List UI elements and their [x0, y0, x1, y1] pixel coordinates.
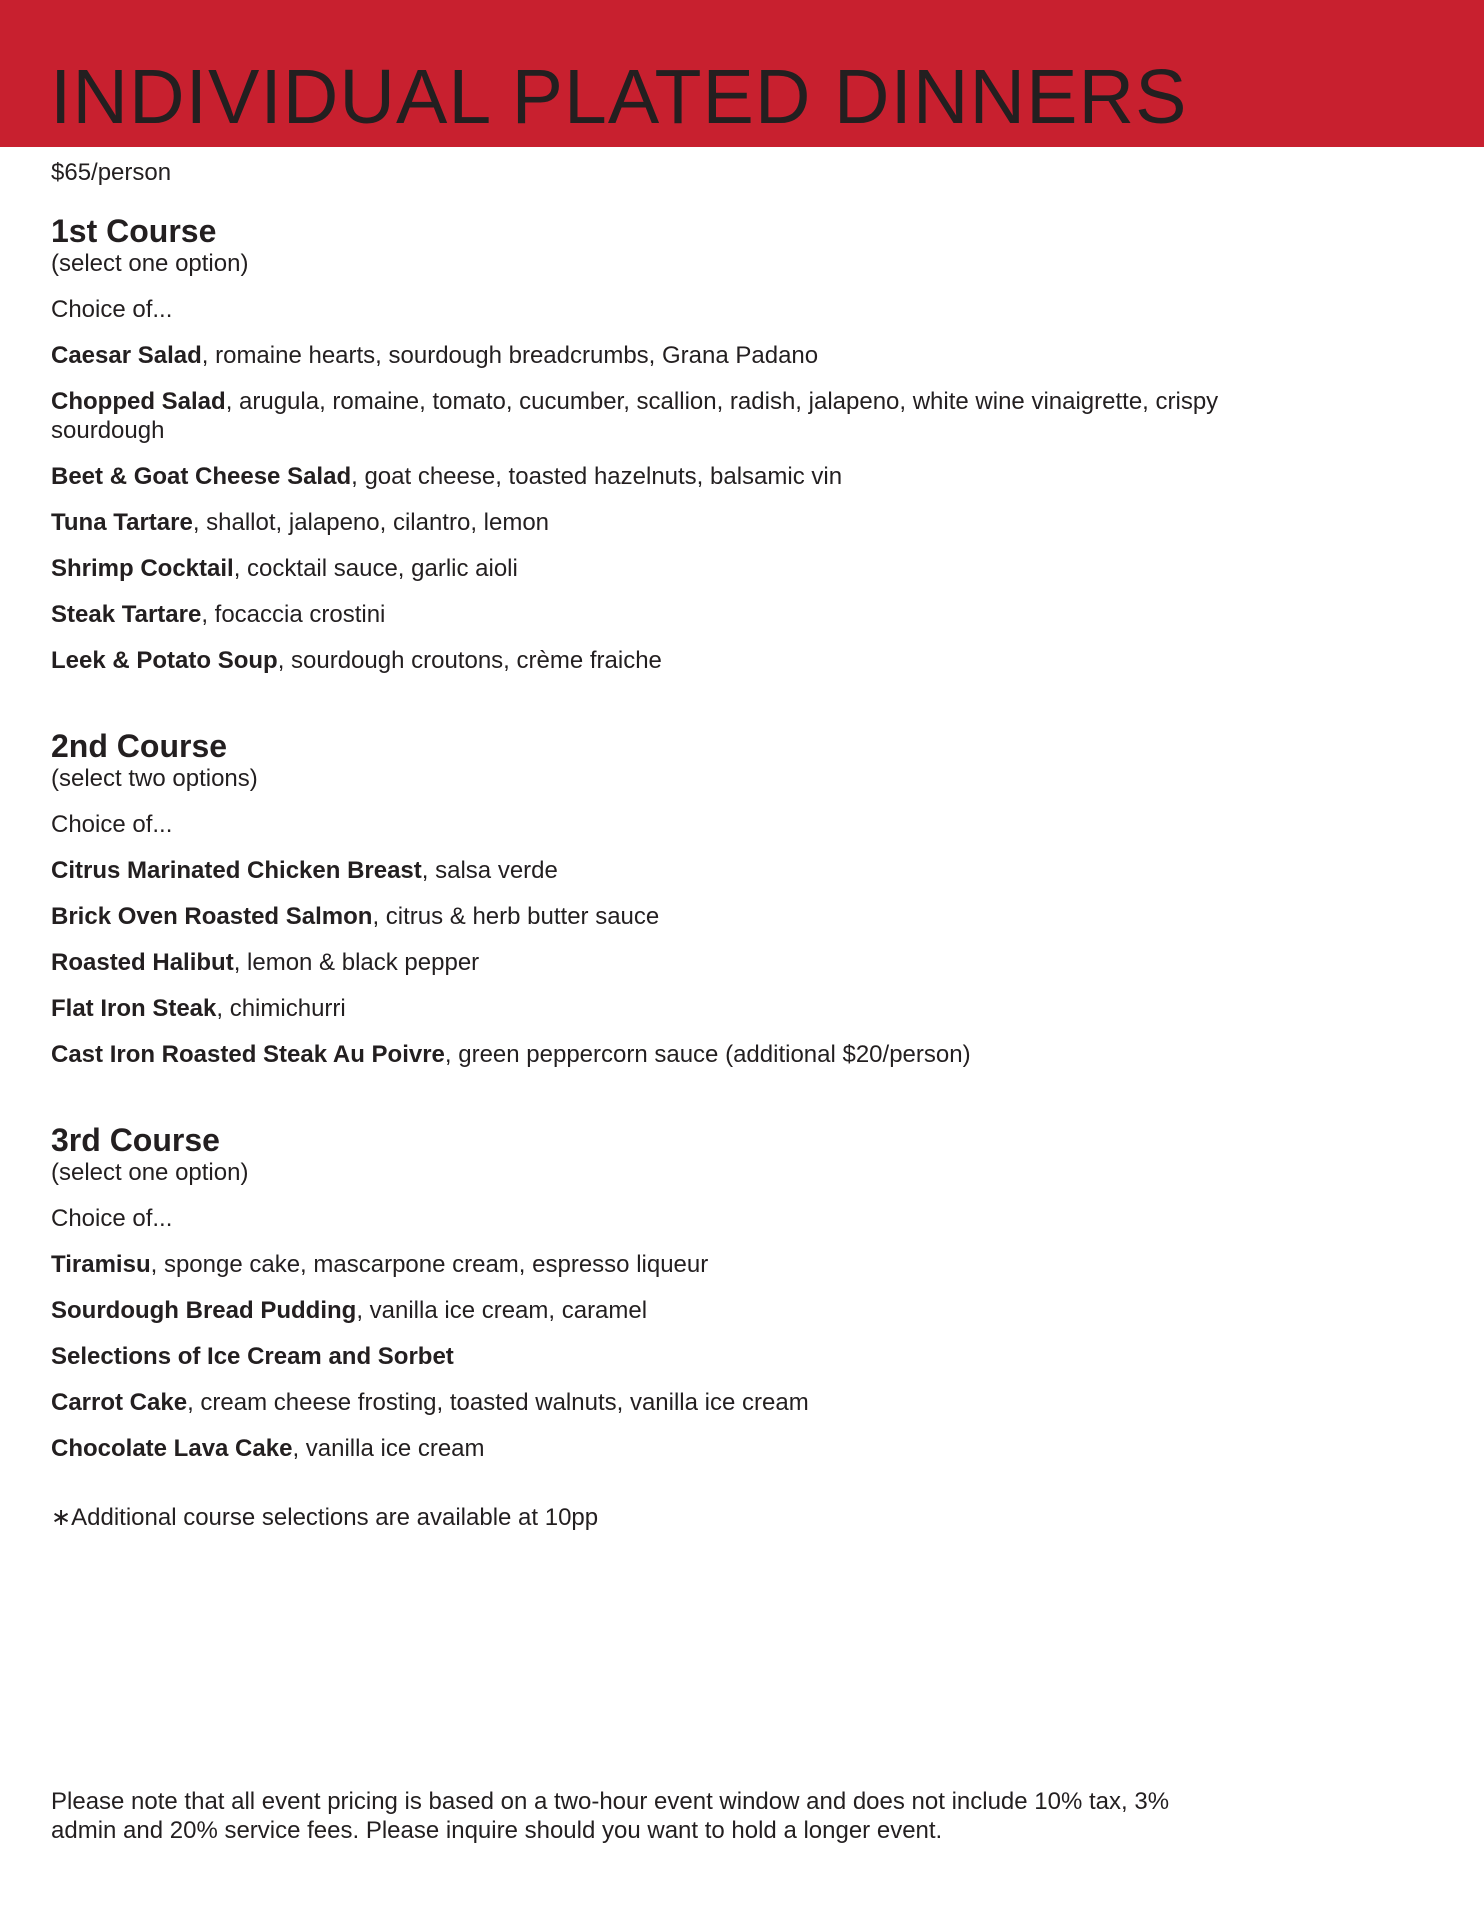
- menu-item: [51, 600, 1271, 629]
- section-spacer: [51, 1086, 1271, 1122]
- course-3: [51, 1122, 1271, 1463]
- menu-item: [51, 554, 1271, 583]
- menu-item-name: Tuna Tartare: [51, 509, 193, 536]
- menu-item-name: Caesar Salad: [51, 342, 202, 369]
- menu-item-description: , romaine hearts, sourdough breadcrumbs, Grana Padano: [201, 342, 819, 369]
- menu-item: [51, 1040, 1271, 1069]
- menu-item: [51, 1296, 1271, 1325]
- course-heading: 3rd Course: [51, 1122, 220, 1158]
- menu-item-name: Cast Iron Roasted Steak Au Poivre: [51, 1041, 445, 1068]
- menu-item-name: Roasted Halibut: [51, 949, 234, 976]
- menu-item-name: Sourdough Bread Pudding: [51, 1297, 357, 1324]
- menu-item-description: , sourdough croutons, crème fraiche: [277, 647, 662, 674]
- course-1: [51, 213, 1271, 675]
- course-selection-note: (select one option): [51, 1159, 249, 1186]
- course-selection-note: (select two options): [51, 765, 258, 792]
- menu-item-description: , salsa verde: [421, 857, 558, 884]
- course-heading: 1st Course: [51, 213, 217, 249]
- menu-item-name: Selections of Ice Cream and Sorbet: [51, 1343, 454, 1370]
- section-spacer: [51, 692, 1271, 728]
- menu-item-name: Carrot Cake: [51, 1389, 188, 1416]
- menu-item: [51, 994, 1271, 1023]
- menu-item-name: Beet & Goat Cheese Salad: [51, 463, 352, 490]
- menu-item-name: Leek & Potato Soup: [51, 647, 278, 674]
- menu-item-description: , lemon & black pepper: [233, 949, 480, 976]
- menu-item: [51, 902, 1271, 931]
- menu-item: [51, 856, 1271, 885]
- menu-content: [51, 158, 1271, 1532]
- menu-item-name: Shrimp Cocktail: [51, 555, 234, 582]
- menu-item: [51, 1250, 1271, 1279]
- course-selection-note: (select one option): [51, 250, 249, 277]
- menu-item-description: , vanilla ice cream: [292, 1435, 485, 1462]
- page-title: INDIVIDUAL PLATED DINNERS: [50, 54, 1188, 140]
- menu-item-name: Chopped Salad: [51, 388, 226, 415]
- menu-item: [51, 508, 1271, 537]
- course-2: [51, 728, 1271, 1069]
- choice-of-label: Choice of...: [51, 811, 173, 838]
- menu-item-description: , vanilla ice cream, caramel: [356, 1297, 648, 1324]
- menu-item-description: , citrus & herb butter sauce: [372, 903, 660, 930]
- choice-of-label: Choice of...: [51, 1205, 173, 1232]
- course-heading: 2nd Course: [51, 728, 228, 764]
- menu-item-description: , cream cheese frosting, toasted walnuts, vanilla ice cream: [187, 1389, 809, 1416]
- menu-item-description: , chimichurri: [216, 995, 346, 1022]
- menu-item-description: , shallot, jalapeno, cilantro, lemon: [192, 509, 550, 536]
- menu-item-description: , green peppercorn sauce (additional $20/person): [444, 1041, 971, 1068]
- menu-item: [51, 1342, 1271, 1371]
- menu-item: [51, 646, 1271, 675]
- menu-item: [51, 1388, 1271, 1417]
- menu-item-description: , arugula, romaine, tomato, cucumber, scallion, radish, jalapeno, white wine vinaigrette, crispy sourdough: [51, 388, 1219, 444]
- menu-item-name: Flat Iron Steak: [51, 995, 217, 1022]
- price-per-person: $65/person: [51, 159, 172, 186]
- menu-item: [51, 1434, 1271, 1463]
- menu-item-description: , cocktail sauce, garlic aioli: [233, 555, 518, 582]
- menu-item-name: Citrus Marinated Chicken Breast: [51, 857, 422, 884]
- menu-item: [51, 387, 1241, 445]
- menu-item: [51, 948, 1271, 977]
- choice-of-label: Choice of...: [51, 296, 173, 323]
- menu-item-description: , goat cheese, toasted hazelnuts, balsamic vin: [351, 463, 843, 490]
- additional-course-footnote: ∗Additional course selections are available at 10pp: [51, 1504, 599, 1531]
- menu-item: [51, 462, 1271, 491]
- pricing-disclaimer: Please note that all event pricing is based on a two-hour event window and does not include 10% tax, 3% admin and 20% service fees. Please inquire should you want to hold a longer event.: [51, 1788, 1170, 1844]
- menu-item-description: , focaccia crostini: [201, 601, 386, 628]
- menu-item-name: Brick Oven Roasted Salmon: [51, 903, 373, 930]
- menu-item-name: Chocolate Lava Cake: [51, 1435, 293, 1462]
- menu-item-description: , sponge cake, mascarpone cream, espresso liqueur: [150, 1251, 709, 1278]
- menu-item-name: Steak Tartare: [51, 601, 202, 628]
- menu-item: [51, 341, 1271, 370]
- menu-item-name: Tiramisu: [51, 1251, 151, 1278]
